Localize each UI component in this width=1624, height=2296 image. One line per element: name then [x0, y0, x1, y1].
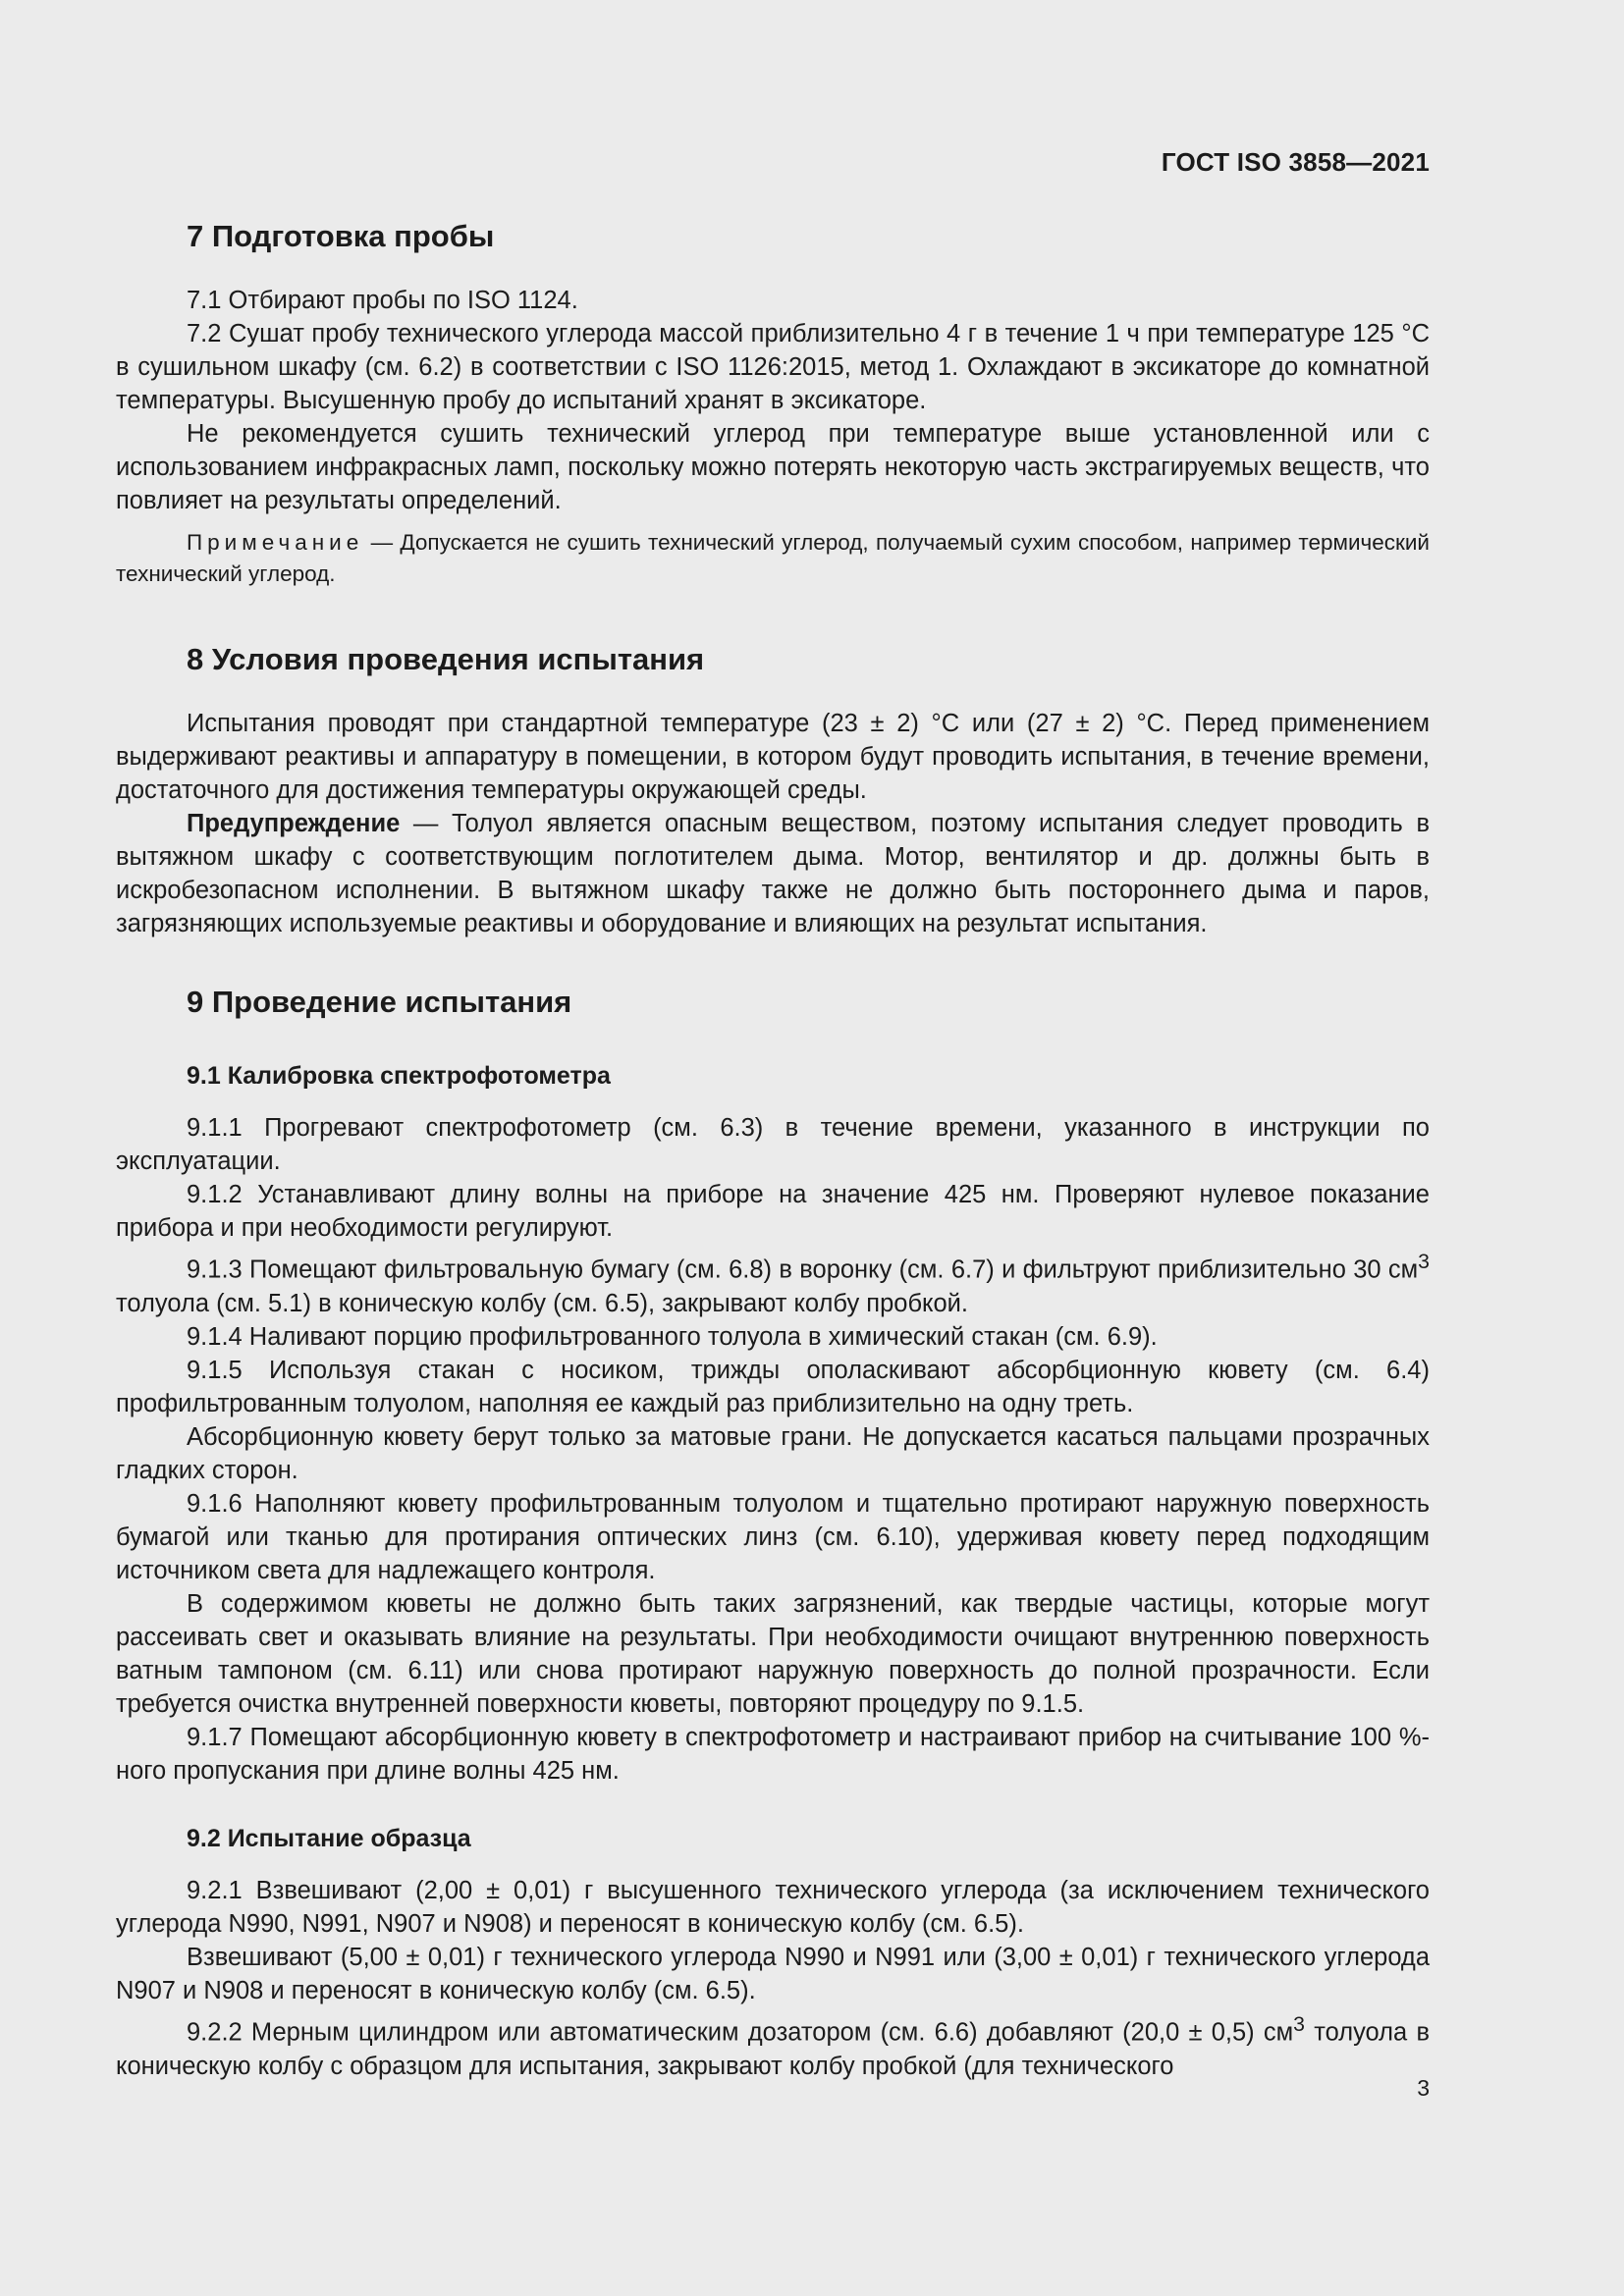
paragraph-cuvette-handling: Абсорбционную кювету берут только за матовые грани. Не допускается касаться пальцами прозрачных гладких сторон. [116, 1422, 1430, 1484]
warning-paragraph [116, 807, 1430, 940]
paragraph-7-drying-warning: Не рекомендуется сушить технический углерод при температуре выше установленной или с использованием инфракрасных ламп, поскольку можно потерять некоторую часть экстрагируемых веществ, что повлияет на результаты определений. [116, 420, 1430, 515]
paragraph-9-1-1: 9.1.1 Прогревают спектрофотометр (см. 6.3) в течение времени, указанного в инструкции по эксплуатации. [116, 1114, 1430, 1176]
paragraph-9-2-2-text-end: толуола в коническую колбу с образцом для испытания, закрывают колбу пробкой (для технического [116, 2018, 1430, 2080]
warning-text: — Толуол является опасным веществом, поэтому испытания следует проводить в вытяжном шкафу с соответствующим поглотителем дыма. Мотор, вентилятор и др. должны быть в искробезопасном исполнении. В вытяжном шкафу также не должно быть постороннего дыма и паров, загрязняющих используемые реактивы и оборудование и влияющих на результат испытания. [116, 810, 1430, 938]
paragraph-contamination: В содержимом кюветы не должно быть таких загрязнений, как твердые частицы, которые могут рассеивать свет и оказывать влияние на результаты. При необходимости очищают внутреннюю поверхность ватным тампоном (см. 6.11) или снова протирают наружную поверхность до полной прозрачности. Если требуется очистка внутренней поверхности кюветы, повторяют процедуру по 9.1.5. [116, 1589, 1430, 1718]
paragraph-9-1-6: 9.1.6 Наполняют кювету профильтрованным толуолом и тщательно протирают наружную поверхность бумагой или тканью для протирания оптических линз (см. 6.10), удерживая кювету перед подходящим источником света для надлежащего контроля. [116, 1489, 1430, 1584]
section-8-title: 8 Условия проведения испытания [187, 642, 705, 677]
document-header-standard: ГОСТ ISO 3858—2021 [1161, 147, 1430, 177]
subsection-9-2-title: 9.2 Испытание образца [187, 1824, 471, 1852]
subsection-9-1 [116, 1060, 1430, 1788]
note-label: Примечание [187, 530, 364, 556]
superscript-3: 3 [1293, 2012, 1305, 2037]
section-7-title: 7 Подготовка пробы [187, 219, 495, 253]
paragraph-8-1: Испытания проводят при стандартной температуре (23 ± 2) °C или (27 ± 2) °C. Перед применением выдерживают реактивы и аппаратуру в помещении, в котором будут проводить испытания, в течение времени, достаточного для достижения температуры окружающей среды. [116, 710, 1430, 805]
section-9 [116, 984, 1430, 2082]
note-text: — Допускается не сушить технический углерод, получаемый сухим способом, например термический технический углерод. [116, 530, 1430, 587]
paragraph-9-2-1: 9.2.1 Взвешивают (2,00 ± 0,01) г высушенного технического углерода (за исключением технического углерода N990, N991, N907 и N908) и переносят в коническую колбу (см. 6.5). [116, 1877, 1430, 1939]
section-9-title: 9 Проведение испытания [187, 985, 572, 1020]
paragraph-9-1-5: 9.1.5 Используя стакан с носиком, трижды ополаскивают абсорбционную кювету (см. 6.4) профильтрованным толуолом, наполняя ее каждый раз приблизительно на одну треть. [116, 1356, 1430, 1417]
note-paragraph [116, 527, 1430, 590]
paragraph-9-1-2: 9.1.2 Устанавливают длину волны на приборе на значение 425 нм. Проверяют нулевое показание прибора и при необходимости регулируют. [116, 1181, 1430, 1243]
superscript-3: 3 [1418, 1250, 1430, 1274]
paragraph-weigh-n990: Взвешивают (5,00 ± 0,01) г технического углерода N990 и N991 или (3,00 ± 0,01) г технического углерода N907 и N908 и переносят в коническую колбу (см. 6.5). [116, 1944, 1430, 2005]
section-8 [116, 641, 1430, 940]
subsection-9-1-title: 9.1 Калибровка спектрофотометра [187, 1061, 611, 1090]
subsection-9-2 [116, 1823, 1430, 2083]
paragraph-7-1: 7.1 Отбирают пробы по ISO 1124. [187, 287, 578, 315]
paragraph-9-2-2 [116, 2007, 1430, 2083]
warning-label: Предупреждение [187, 810, 401, 838]
paragraph-9-1-3 [116, 1245, 1430, 1320]
paragraph-9-2-2-text: 9.2.2 Мерным цилиндром или автоматическим дозатором (см. 6.6) добавляют (20,0 ± 0,5) см [187, 2018, 1294, 2047]
paragraph-9-1-3-text-end: толуола (см. 5.1) в коническую колбу (см. 6.5), закрывают колбу пробкой. [116, 1289, 969, 1317]
paragraph-9-1-7: 9.1.7 Помещают абсорбционную кювету в спектрофотометр и настраивают прибор на считывание 100 %-ного пропускания при длине волны 425 нм. [116, 1723, 1430, 1785]
paragraph-9-1-3-text: 9.1.3 Помещают фильтровальную бумагу (см. 6.8) в воронку (см. 6.7) и фильтруют приблизительно 30 см [187, 1255, 1419, 1284]
section-7 [116, 218, 1430, 590]
paragraph-9-1-4: 9.1.4 Наливают порцию профильтрованного толуола в химический стакан (см. 6.9). [187, 1322, 1158, 1351]
page-number: 3 [1417, 2075, 1430, 2101]
paragraph-7-2: 7.2 Сушат пробу технического углерода массой приблизительно 4 г в течение 1 ч при температуре 125 °C в сушильном шкафу (см. 6.2) в соответствии с ISO 1126:2015, метод 1. Охлаждают в эксикаторе до комнатной температуры. Высушенную пробу до испытаний хранят в эксикаторе. [116, 320, 1430, 415]
document-body [116, 218, 1430, 2083]
